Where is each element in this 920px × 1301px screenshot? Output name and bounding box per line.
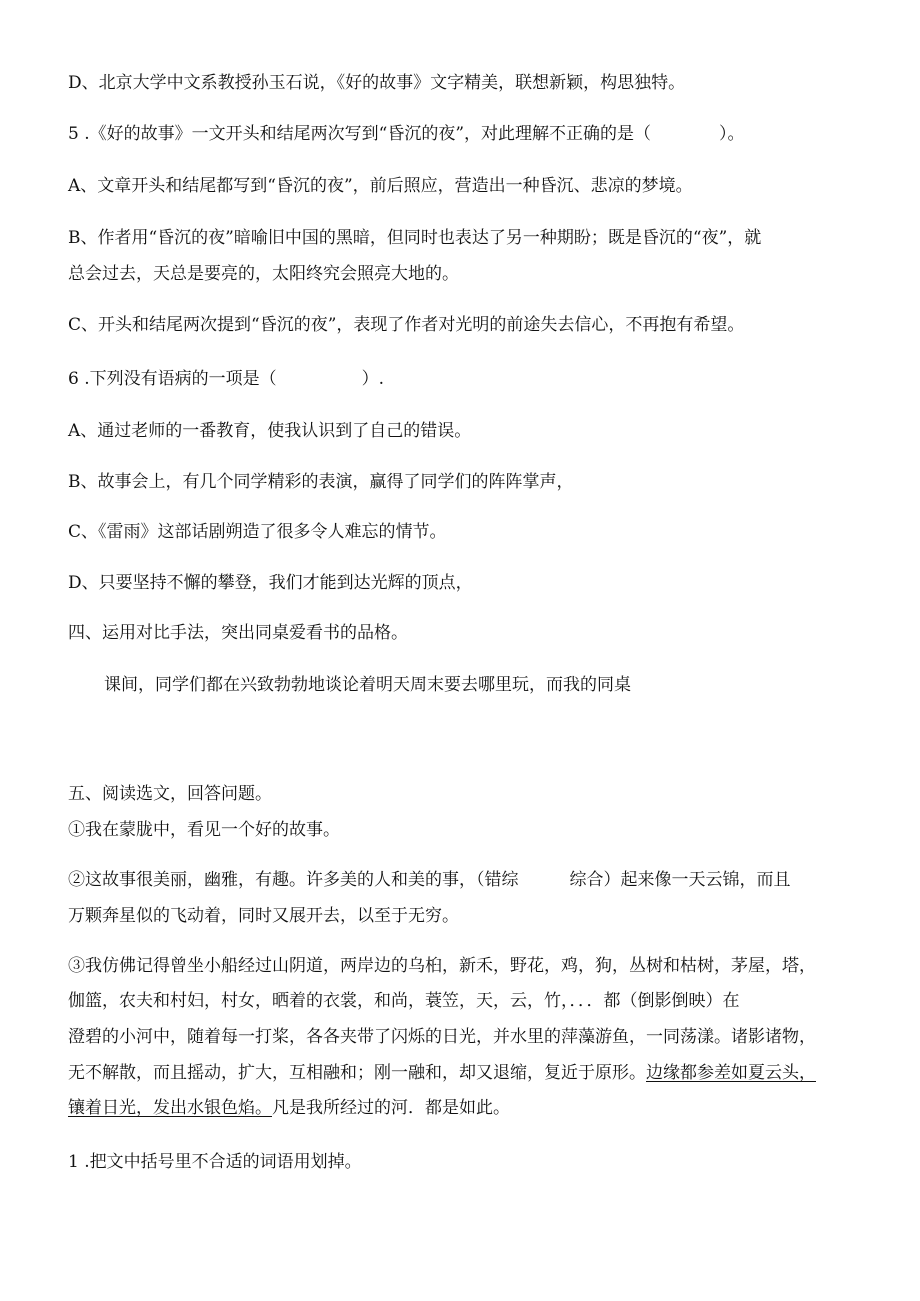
underlined-phrase-part2: 镶着日光，发出水银色焰。: [68, 1098, 272, 1118]
section5-para1: ①我在蒙胧中，看见一个好的故事。: [68, 820, 340, 840]
section5-para3-line2: 伽篮，农夫和村妇，村女，晒着的衣裳，和尚，蓑笠，天，云，竹，．．．都（倒影倒映）在: [68, 991, 740, 1011]
section4-heading: 四、运用对比手法，突出同桌爱看书的品格。: [68, 623, 408, 643]
para3-line4-text: 无不解散，而且摇动，扩大，互相融和；刚一融和，却又退缩，复近于原形。: [68, 1063, 646, 1083]
section5-para3-line3: 澄碧的小河中，随着每一打桨，各各夹带了闪烁的日光，并水里的萍藻游鱼，一同荡漾。诸影诸物，: [68, 1027, 816, 1047]
q6-stem: 6 .下列没有语病的一项是（ ）.: [68, 369, 385, 389]
q5-option-b-line2: 总会过去，天总是要亮的，太阳终究会照亮大地的。: [68, 264, 459, 284]
section5-para3-line5: [68, 1097, 510, 1119]
section5-question1: 1 .把文中括号里不合适的词语用划掉。: [68, 1152, 362, 1172]
section5-heading: 五、阅读选文，回答问题。: [68, 784, 272, 804]
q5-option-a: A、文章开头和结尾都写到“昏沉的夜”，前后照应，营造出一种昏沉、悲凉的梦境。: [68, 176, 693, 196]
section5-para3-line1: ③我仿佛记得曾坐小船经过山阴道，两岸边的乌桕，新禾，野花，鸡，狗，丛树和枯树，茅屋，塔，: [68, 956, 816, 976]
q6-option-d: D、只要坚持不懈的攀登，我们才能到达光辉的顶点，: [68, 573, 473, 593]
section5-para2-line2: 万颗奔星似的飞动着，同时又展开去，以至于无穷。: [68, 906, 459, 926]
section5-para2-line1: ②这故事很美丽，幽雅，有趣。许多美的人和美的事，（错综 综合）起来像一天云锦，而且: [68, 870, 791, 890]
section4-prompt: 课间，同学们都在兴致勃勃地谈论着明天周末要去哪里玩，而我的同桌: [104, 675, 631, 695]
q6-option-b: B、故事会上，有几个同学精彩的表演，赢得了同学们的阵阵掌声，: [68, 472, 574, 492]
section5-para3-line4: [68, 1062, 816, 1084]
q4-option-d: D、北京大学中文系教授孙玉石说，《好的故事》文字精美，联想新颖，构思独特。: [68, 73, 686, 93]
q5-option-b-line1: B、作者用“昏沉的夜”暗喻旧中国的黑暗，但同时也表达了另一种期盼；既是昏沉的“夜”，就: [68, 228, 762, 248]
q5-option-c: C、开头和结尾两次提到“昏沉的夜”，表现了作者对光明的前途失去信心，不再抱有希望。: [68, 315, 745, 335]
q6-option-a: A、通过老师的一番教育，使我认识到了自己的错误。: [68, 421, 472, 441]
underlined-phrase-part1: 边缘都参差如夏云头，: [646, 1063, 816, 1083]
q6-option-c: C、《雷雨》这部话剧朔造了很多令人难忘的情节。: [68, 522, 447, 542]
para3-line5-text: 凡是我所经过的河．都是如此。: [272, 1098, 510, 1118]
q5-stem: 5 .《好的故事》一文开头和结尾两次写到“昏沉的夜”，对此理解不正确的是（ ）。: [68, 124, 745, 144]
